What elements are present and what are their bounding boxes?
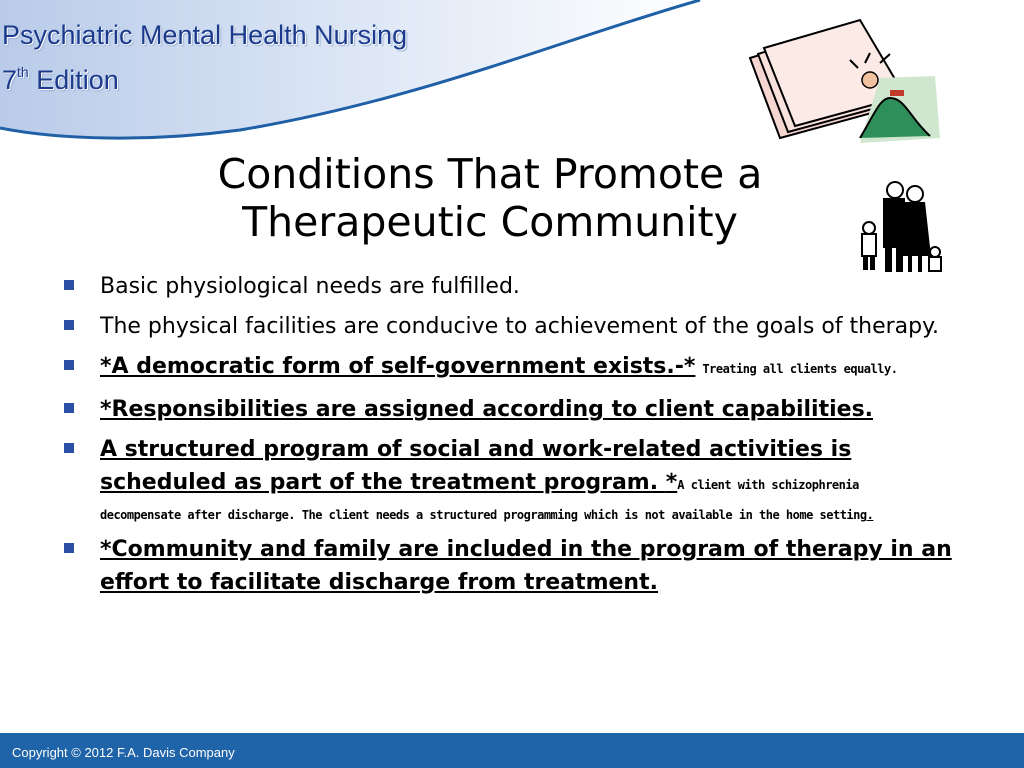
- bullet-item: [58, 350, 958, 386]
- bullet-item: [58, 533, 958, 599]
- papers-clipart-icon: [740, 18, 950, 148]
- footer-bar: [0, 733, 1024, 768]
- bullet-star: *: [665, 470, 678, 495]
- edition-number: 7: [2, 65, 18, 95]
- bullet-note-continued: decompensate after discharge. The client needs a structured programming which is not available in the home setting: [100, 508, 867, 522]
- bullet-item: [58, 393, 958, 426]
- slide-title: [140, 150, 840, 246]
- bullet-text: A structured program of social and work-related activities is scheduled as part of the treatment program.: [100, 437, 852, 495]
- bullet-note: Treating all clients equally.: [702, 362, 898, 376]
- bullet-item: [58, 270, 958, 303]
- bullet-text: *A democratic form of self-government exists.-*: [100, 354, 696, 379]
- copyright-text: Copyright © 2012 F.A. Davis Company: [12, 745, 235, 760]
- bullet-list: [58, 270, 958, 606]
- course-header: [2, 18, 407, 100]
- bullet-note-end: .: [866, 508, 874, 522]
- slide-title-line2: Therapeutic Community: [242, 198, 738, 246]
- family-clipart-icon: [855, 176, 950, 276]
- bullet-text: Basic physiological needs are fulfilled.: [100, 274, 520, 299]
- edition-word: Edition: [36, 65, 119, 95]
- bullet-item: [58, 310, 958, 343]
- bullet-text: The physical facilities are conducive to achievement of the goals of therapy.: [100, 314, 939, 339]
- bullet-text: *Community and family are included in the program of therapy in an effort to facilitate discharge from treatment.: [100, 537, 952, 595]
- bullet-text: *Responsibilities are assigned according to client capabilities.: [100, 397, 874, 422]
- bullet-item: [58, 433, 958, 526]
- edition-label: [2, 52, 407, 100]
- course-title: Psychiatric Mental Health Nursing: [2, 20, 408, 50]
- bullet-note: A client with schizophrenia: [677, 478, 859, 492]
- edition-suffix: th: [17, 64, 29, 80]
- slide-title-line1: Conditions That Promote a: [217, 150, 763, 198]
